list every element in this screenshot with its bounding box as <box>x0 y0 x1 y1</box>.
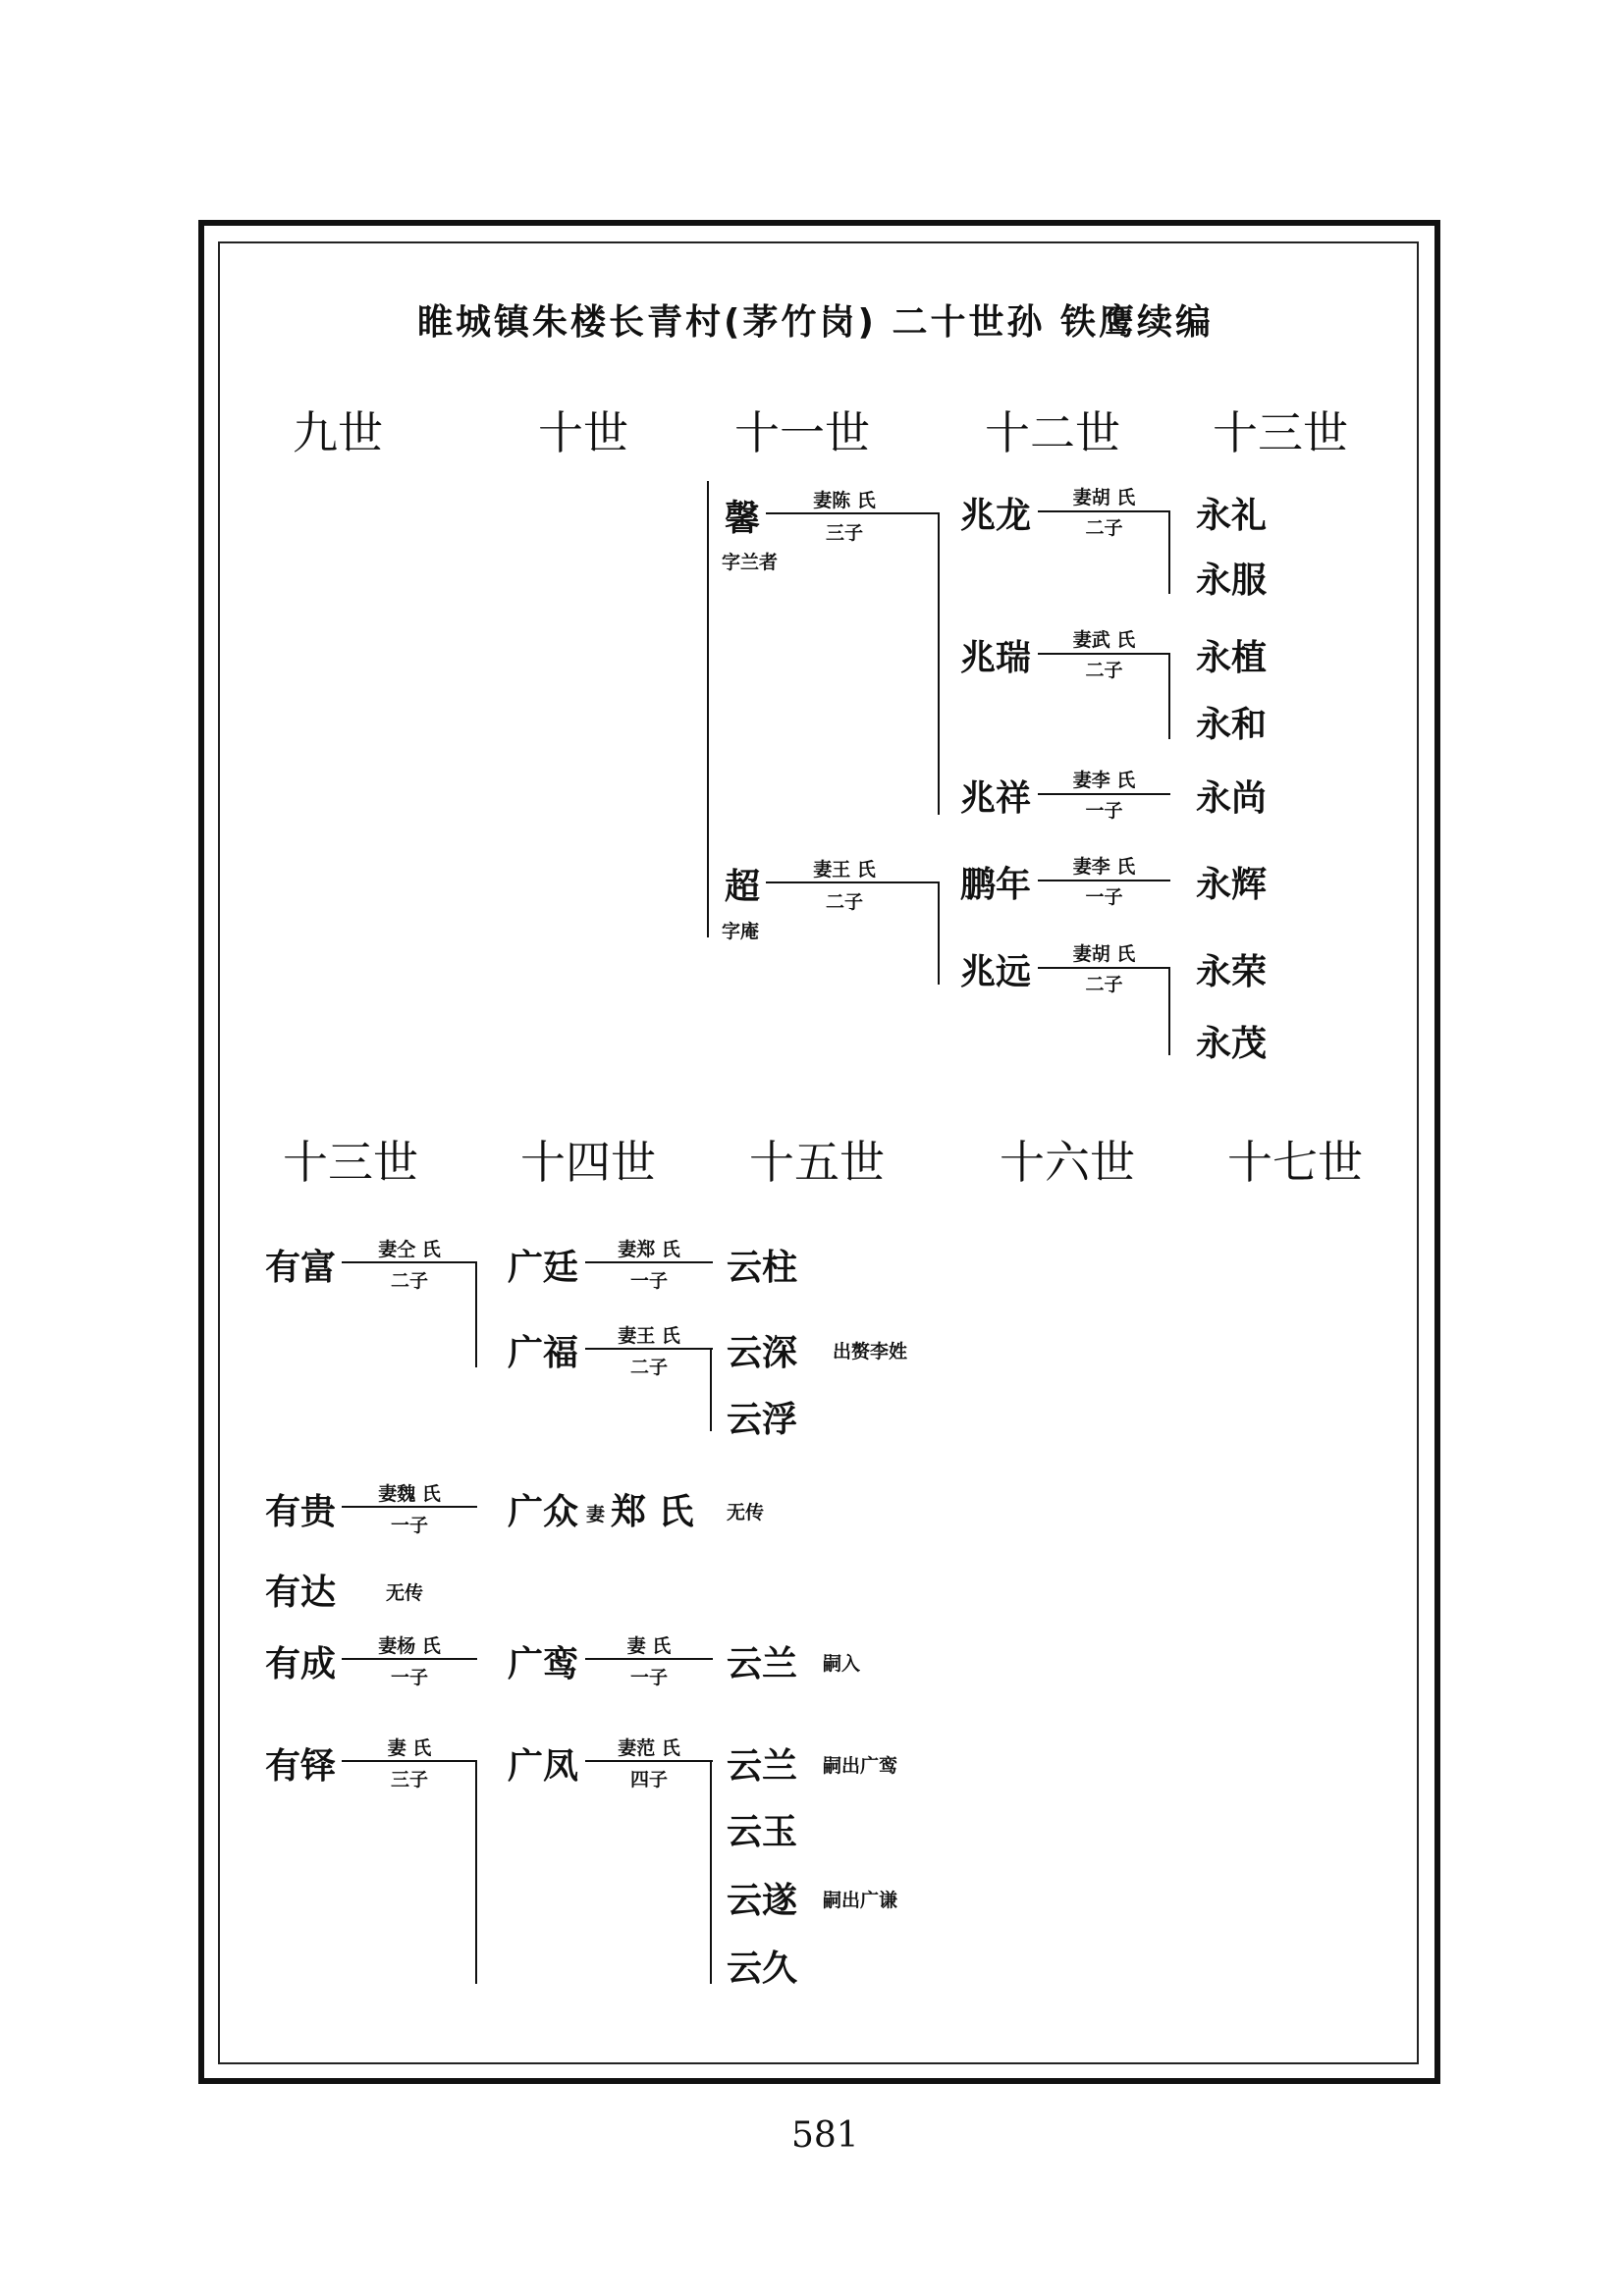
person-yougui-sons: 一子 <box>390 1515 428 1536</box>
person-yongrong: 永荣 <box>1196 952 1268 992</box>
person-guangting: 广廷 <box>508 1248 579 1288</box>
note-adopted-in: 嗣入 <box>823 1653 861 1675</box>
person-pengnian-sons: 一子 <box>1085 886 1123 908</box>
marriage-line <box>342 1658 477 1660</box>
gen-header-16: 十六世 <box>1000 1136 1135 1189</box>
person-youfu-wife: 妻仝 氏 <box>378 1239 441 1260</box>
person-guangluan-sons: 一子 <box>629 1667 668 1688</box>
person-zhaoxiang: 兆祥 <box>960 778 1032 819</box>
person-youcheng-sons: 一子 <box>390 1667 428 1688</box>
person-guangfu: 广福 <box>508 1333 579 1373</box>
gen-header-12: 十二世 <box>985 406 1120 459</box>
marriage-line <box>342 1506 477 1508</box>
bracket-line <box>710 1760 712 1984</box>
person-guangluan: 广鸾 <box>508 1644 579 1684</box>
person-zhaoxiang-sons: 一子 <box>1085 800 1123 822</box>
person-yongfu: 永服 <box>1196 561 1268 601</box>
person-yongzhi: 永植 <box>1196 638 1268 678</box>
person-youyi: 有铎 <box>265 1746 337 1787</box>
note-no-heir: 无传 <box>386 1582 424 1604</box>
person-guangfeng-wife: 妻范 氏 <box>618 1737 680 1759</box>
person-pengnian-wife: 妻李 氏 <box>1072 856 1136 878</box>
person-pengnian: 鹏年 <box>960 865 1032 905</box>
person-guangfeng: 广凤 <box>508 1746 579 1787</box>
gen-header-17: 十七世 <box>1227 1136 1363 1189</box>
bracket-line <box>1168 510 1170 594</box>
person-xin-sons: 三子 <box>825 522 863 544</box>
person-zhaorui-sons: 二子 <box>1085 660 1123 681</box>
gen-header-13: 十三世 <box>1213 406 1348 459</box>
person-zhaolong-sons: 二子 <box>1085 517 1123 539</box>
gen-header-9: 九世 <box>293 406 383 459</box>
person-guangfu-sons: 二子 <box>629 1357 668 1378</box>
marriage-line <box>1038 793 1170 795</box>
gen-header-13b: 十三世 <box>283 1136 418 1189</box>
person-youyi-wife: 妻 氏 <box>387 1737 432 1759</box>
marriage-line <box>585 1760 713 1762</box>
person-yunsui: 云遂 <box>727 1881 798 1921</box>
marriage-line <box>766 881 940 883</box>
person-yunshen: 云深 <box>727 1333 798 1373</box>
page-number: 581 <box>791 2115 859 2156</box>
person-zhaoyuan-sons: 二子 <box>1085 974 1123 995</box>
note-adopted-out: 出赘李姓 <box>833 1341 908 1362</box>
marriage-line <box>1038 510 1170 512</box>
person-xin-style-name: 字兰者 <box>722 552 779 573</box>
person-yongli: 永礼 <box>1196 496 1268 536</box>
bracket-line <box>707 481 709 937</box>
marriage-line <box>585 1658 713 1660</box>
person-youda: 有达 <box>265 1573 337 1613</box>
note-adopted-out: 嗣出广谦 <box>823 1890 898 1911</box>
person-chao-style-name: 字庵 <box>722 921 760 942</box>
bracket-line <box>1168 967 1170 1055</box>
marriage-line <box>1038 880 1170 881</box>
marriage-line <box>342 1261 477 1263</box>
bracket-line <box>1168 653 1170 739</box>
marriage-line <box>1038 653 1170 655</box>
gen-header-15: 十五世 <box>749 1136 885 1189</box>
person-guangfeng-sons: 四子 <box>629 1769 668 1790</box>
person-chao: 超 <box>725 867 761 907</box>
bracket-line <box>710 1348 712 1431</box>
gen-header-10: 十世 <box>538 406 628 459</box>
person-yunzhu: 云柱 <box>727 1248 798 1288</box>
bracket-line <box>938 512 940 815</box>
bracket-line <box>938 881 940 985</box>
person-yougui-wife: 妻魏 氏 <box>378 1483 441 1505</box>
person-zhaolong: 兆龙 <box>960 496 1032 536</box>
gen-header-14: 十四世 <box>520 1136 656 1189</box>
person-guangfu-wife: 妻王 氏 <box>618 1325 680 1347</box>
gen-header-11: 十一世 <box>734 406 870 459</box>
person-yongmao: 永茂 <box>1196 1024 1268 1064</box>
marriage-line <box>585 1348 713 1350</box>
bracket-line <box>475 1261 477 1367</box>
person-zhaoxiang-wife: 妻李 氏 <box>1072 770 1136 791</box>
person-yunfu: 云浮 <box>727 1400 798 1440</box>
person-xin-wife: 妻陈 氏 <box>813 490 876 511</box>
person-youcheng-wife: 妻杨 氏 <box>378 1635 441 1657</box>
person-guangluan-wife: 妻 氏 <box>626 1635 672 1657</box>
person-zhaoyuan-wife: 妻胡 氏 <box>1072 943 1136 965</box>
person-guangting-sons: 一子 <box>629 1270 668 1292</box>
person-youyi-sons: 三子 <box>390 1769 428 1790</box>
person-zhaorui: 兆瑞 <box>960 638 1032 678</box>
marriage-line <box>766 512 940 514</box>
person-youfu: 有富 <box>265 1248 337 1288</box>
person-zhaorui-wife: 妻武 氏 <box>1072 629 1136 651</box>
person-yonghui: 永辉 <box>1196 865 1268 905</box>
person-youfu-sons: 二子 <box>390 1270 428 1292</box>
note-no-heir: 无传 <box>727 1502 765 1523</box>
marriage-line <box>585 1261 713 1263</box>
person-xin: 馨 <box>725 499 761 539</box>
person-youcheng: 有成 <box>265 1644 337 1684</box>
marriage-line <box>1038 967 1170 969</box>
person-guangting-wife: 妻郑 氏 <box>618 1239 680 1260</box>
person-yougui: 有贵 <box>265 1492 337 1532</box>
person-guangzhong-wife-prefix: 妻 <box>586 1504 606 1525</box>
person-zhaoyuan: 兆远 <box>960 952 1032 992</box>
person-chao-wife: 妻王 氏 <box>813 859 876 881</box>
person-chao-sons: 二子 <box>825 891 863 913</box>
person-guangzhong: 广众 <box>508 1492 579 1532</box>
person-yunlan-adopted: 云兰 <box>727 1644 798 1684</box>
person-yunjiu: 云久 <box>727 1949 798 1989</box>
person-yonghe: 永和 <box>1196 705 1268 745</box>
person-yunlan: 云兰 <box>727 1746 798 1787</box>
note-adopted-out: 嗣出广鸾 <box>823 1755 898 1777</box>
marriage-line <box>342 1760 477 1762</box>
person-yongshang: 永尚 <box>1196 778 1268 819</box>
bracket-line <box>475 1760 477 1984</box>
person-zhaolong-wife: 妻胡 氏 <box>1072 487 1136 508</box>
page-title: 睢城镇朱楼长青村(茅竹岗) 二十世孙 铁鹰续编 <box>417 302 1214 343</box>
person-guangzhong-wife: 郑 氏 <box>611 1492 694 1532</box>
person-yunyu: 云玉 <box>727 1812 798 1852</box>
